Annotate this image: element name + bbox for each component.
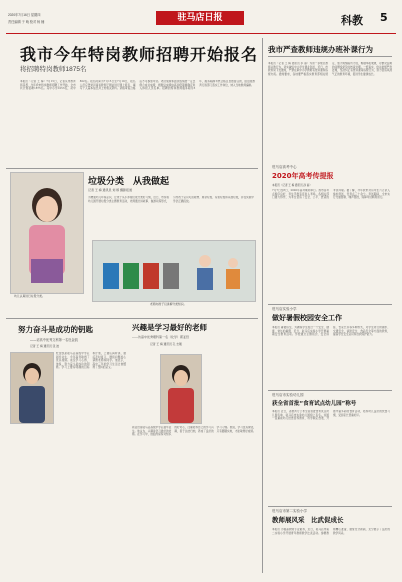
exam-byline: 本报讯（记者 王 梅 通讯员 孙 丽） — [272, 184, 312, 187]
bins-illustration — [93, 241, 255, 301]
teacher-body: 本报讯 为提高教师专业素养，近日，驻马店市第二实验小学开展青年教师教学比武活动。参赛教师精心准备，课堂设计新颖，充分展示了良好的教学风采。 — [272, 528, 390, 535]
nutrition-body: 本报讯 近日，省教育厅公布全省首批食育试点幼儿园名单，驻马店市实验幼儿园榜上有名。该园一直重视幼儿饮食营养教育，科学制定食谱，开展丰富多彩的食育活动，培养幼儿良好的饮食习惯，受到家长普遍好评。 — [272, 410, 390, 421]
exam-block — [268, 163, 394, 300]
safety-rule — [268, 304, 392, 305]
struggle-byline: 记者 王 梅 通讯员 张 波 — [30, 344, 60, 348]
garbage-body: 为增强幼儿环保意识，让孩子从小养成垃圾分类好习惯，近日，市实验幼儿园开展垃圾分类主题教育活动，老师通过讲故事、做游戏等形式，引导孩子认识可回收物、厨余垃圾、有害垃圾和其他垃圾，并在实践中学会正确投放。 — [88, 196, 254, 203]
lead-subtitle: 将招聘特岗教师1875名 — [20, 66, 87, 73]
nutrition-title: 获全省首批“食育试点幼儿园”称号 — [272, 401, 357, 407]
safety-kicker: 驻马店实验小学 — [272, 307, 297, 311]
garbage-caption-1: 幼儿认真进行垃圾分类。 — [14, 294, 45, 298]
teacher-title: 教师展风采 比武促成长 — [272, 516, 344, 524]
lower-rule — [6, 318, 258, 319]
interest-title: 兴趣是学习最好的老师 — [132, 323, 207, 332]
interest-byline: 记者 王 梅 通讯员 孔 志刚 — [150, 342, 182, 346]
nutrition-rule — [268, 390, 392, 391]
garbage-title: 垃圾分类 从我做起 — [88, 177, 170, 187]
exam-kicker: 驻马店高考中心 — [272, 165, 297, 169]
interest-subtitle: ——访高中优秀理科第一名（化学）郭亚哲 — [132, 335, 190, 339]
bins-photo — [92, 240, 256, 302]
masthead-logo: 驻马店日报 — [156, 11, 244, 25]
lead-title: 我市今年特岗教师招聘开始报名 — [20, 45, 259, 64]
struggle-body: 杜金凯是驻马店高级中学应届毕业生，今年高考取得了优异成绩。谈及学习心得，他说，努力奋斗是成功的钥匙。学习上要有明确的目标和计划，上课认真听讲，课后及时复习，遇到问题虚心请教老师和同学。他表示，高中三年的学习生活让他懂得了坚持的意义。 — [56, 352, 126, 370]
garbage-caption-2: 老师向孩子们讲解分类知识。 — [150, 302, 187, 306]
safety-title: 做好暑假校园安全工作 — [272, 314, 342, 322]
exam-body: 7月7日至8日，2020年高考顺利举行。我市各考点秩序良好，考生平稳有序进入考场。各相关部门通力协作，为考生营造了安全、公平、舒适的考试环境。据了解，今年我市共有考生六万余人参加考试，设考点三十余个。考试期间，全市实行交通管制、噪声管控，保障考试顺利进行。 — [272, 189, 390, 200]
masthead-date: 2020年7月16日 星期四 — [8, 13, 41, 17]
right-top-title: 我市严查教师违规办班补课行为 — [268, 45, 373, 54]
garbage-top-rule — [6, 168, 258, 169]
teacher-rule — [268, 506, 392, 507]
girl-illustration — [11, 173, 83, 293]
right-top-body: 本报讯（记者 王 梅 通讯员 李 丽）为进一步规范教师从教行为，切实减轻中小学生课业负担，近日，市教育局下发通知，严禁在职中小学教师有偿补课和违规办班。通知要求，各地要严格落实教育部相关规定，加大明察暗访力度，畅通举报渠道，对群众反映的问题线索及时核查处理。一经查实，依法依规严肃处理，坚决纠正有偿补课等违规行为，努力营造风清气正的教育环境，促进学生健康成长。 — [268, 62, 392, 76]
lead-body: 本报讯（记者 王 梅）7月15日，记者从市教育局获悉，今年我市特岗教师招聘工作开始，全市共计划招聘1875名。其中小学1053名，初中822名。报名时间为7月15日至7月19日，报名人员应登录河南省教育厅网站进行网上报名，填写个人基本信息并上传相关资料。资格审查合格后方可参加考试。笔试成绩和面试成绩按一定比例合成总成绩，根据总成绩由高到低等额确定进入体检人员名单。招聘的特岗教师服务期为3年，服务期满考核合格且自愿留任的，由县级教育行政部门落实工作岗位，纳入当地教师编制。 — [20, 80, 255, 91]
right-top-rule — [268, 56, 392, 57]
exam-title: 2020年高考传提报 — [272, 172, 334, 180]
safety-body: 本报讯 暑假将至，为确保学生度过一个安全、健康、快乐的暑假，近日，驻马店实验小学开展暑期安全教育活动。学校通过主题班会、安全讲座、告家长书等多种形式，对学生进行防溺水、交通安全、消防安全、食品安全等方面的教育，提高学生安全意识和自我保护能力。 — [272, 326, 390, 337]
page-number: 5 — [380, 11, 388, 24]
masthead — [6, 10, 396, 32]
garbage-byline: 记者 王 梅 通讯员 刘 婷 摄影报道 — [88, 188, 133, 192]
student-photo-left — [10, 352, 54, 424]
section-title: 科教 — [341, 14, 363, 27]
student-right-illustration — [161, 355, 201, 423]
struggle-subtitle: ——访高中优秀文科第一名杜金凯 — [30, 338, 78, 342]
student-photo-right — [160, 354, 202, 424]
column-divider — [262, 38, 263, 573]
masthead-editors: 责任编辑 于 萌 校对 杨 楠 — [8, 20, 45, 24]
girl-photo — [10, 172, 84, 294]
student-left-illustration — [11, 353, 53, 423]
interest-body: 郭亚哲是驻马店高级中学应届毕业生。他认为，兴趣是学习最好的老师。在学习中，他始终保持对知识的好奇心，注重培养自己的学习兴趣，善于总结归纳，养成了良好的学习习惯。他说，学习没有捷径，只有脚踏实地，才能取得好成绩。 — [132, 426, 256, 437]
teacher-kicker: 驻马店市第二实验小学 — [272, 509, 307, 513]
nutrition-kicker: 驻马店市实验幼儿园 — [272, 393, 304, 397]
masthead-rule — [6, 33, 396, 34]
struggle-title: 努力奋斗是成功的钥匙 — [18, 325, 93, 334]
